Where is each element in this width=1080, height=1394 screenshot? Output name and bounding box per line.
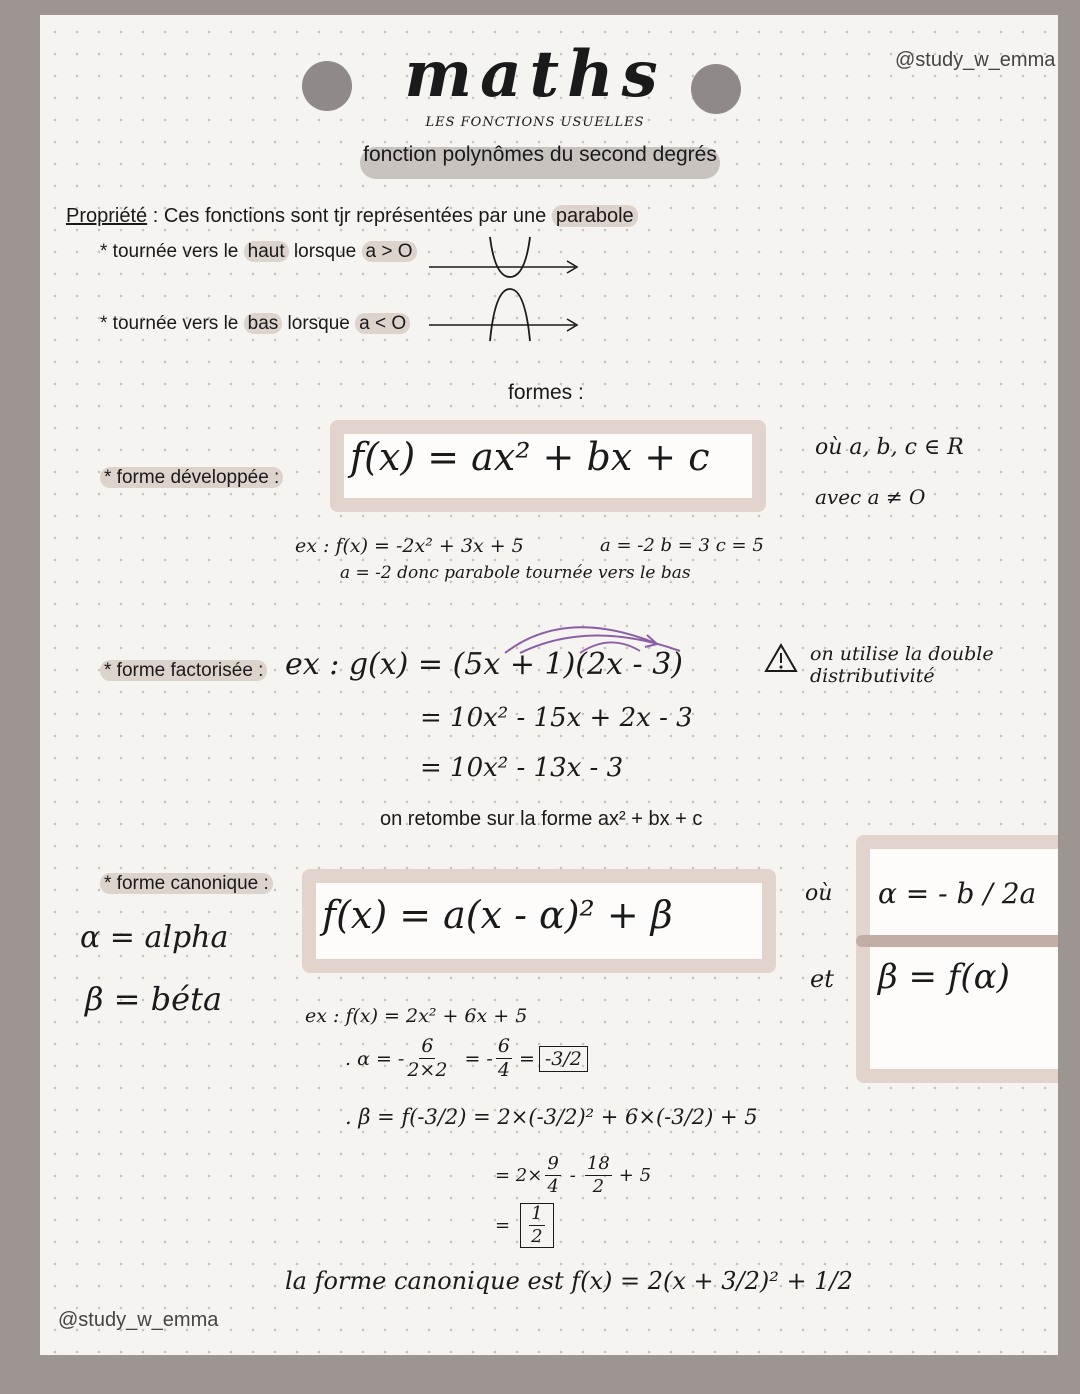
chapter-subtitle: LES FONCTIONS USUELLES — [425, 115, 645, 130]
property-down-middle: lorsque — [282, 313, 356, 334]
alpha-calc-eq2: = - — [464, 1047, 493, 1070]
factorisee-example: ex : g(x) = (5x + 1)(2x - 3) — [285, 647, 684, 682]
canonique-conclusion: la forme canonique est f(x) = 2(x + 3/2)² + 1/2 — [285, 1267, 853, 1295]
property-up — [100, 241, 417, 263]
beta-result-eq: = — [495, 1215, 511, 1236]
factorisee-conclusion: on retombe sur la forme ax² + bx + c — [380, 808, 703, 830]
note-page — [40, 15, 1058, 1355]
property-label: Propriété — [66, 205, 148, 227]
beta-result-num: 1 — [531, 1203, 543, 1224]
formes-heading: formes : — [508, 381, 584, 404]
property-down — [100, 313, 410, 335]
beta-step2-post: + 5 — [618, 1165, 652, 1186]
alpha-formula: α = - b / 2a — [878, 877, 1037, 910]
warning-icon — [764, 643, 798, 673]
canonique-et: et — [810, 965, 834, 993]
alpha-calc-den2: 4 — [497, 1059, 510, 1081]
alpha-calc-result: -3/2 — [539, 1046, 588, 1072]
property-up-middle: lorsque — [288, 241, 362, 262]
property-up-word: haut — [244, 241, 289, 262]
factorisee-label — [100, 660, 267, 682]
beta-step2-num1: 9 — [547, 1153, 559, 1174]
alpha-calc-den1: 2×2 — [407, 1059, 448, 1081]
property-down-word: bas — [244, 313, 283, 334]
developpee-label — [100, 467, 283, 489]
parabola-down-sketch — [425, 283, 595, 343]
canonique-label-text: * forme canonique : — [100, 873, 273, 894]
canonique-ou: où — [805, 881, 833, 906]
developpee-coefficients: a = -2 b = 3 c = 5 — [600, 535, 764, 556]
alpha-calculation — [345, 1037, 588, 1080]
developpee-note-reals: où a, b, c ∈ R — [815, 435, 964, 460]
topic-heading: fonction polynômes du second degrés — [363, 143, 717, 166]
property-down-prefix: * tournée vers le — [100, 313, 244, 334]
beta-definition: β = béta — [85, 980, 223, 1018]
decorative-dot-right — [691, 64, 741, 114]
beta-step2-num2: 18 — [586, 1153, 610, 1174]
canonique-example: ex : f(x) = 2x² + 6x + 5 — [305, 1005, 528, 1027]
beta-result-den: 2 — [531, 1226, 543, 1247]
beta-calculation-step2 — [495, 1155, 651, 1196]
page-title: maths — [404, 37, 666, 112]
factorisee-label-text: * forme factorisée : — [100, 660, 267, 681]
developpee-example-conclusion: a = -2 donc parabole tournée vers le bas — [340, 563, 691, 583]
property-text: : Ces fonctions sont tjr représentées par une — [147, 205, 552, 227]
watermark-bottom: @study_w_emma — [58, 1309, 219, 1331]
beta-step2-den2: 2 — [592, 1176, 605, 1197]
property-down-condition: a < O — [355, 313, 410, 334]
formula-box-divider — [856, 935, 1058, 947]
beta-result — [495, 1203, 554, 1248]
factorisee-warning-note: on utilise la double distributivité — [810, 643, 994, 687]
factorisee-step-simplify: = 10x² - 13x - 3 — [420, 753, 624, 783]
property-highlight: parabole — [552, 205, 638, 227]
developpee-label-text: * forme développée : — [100, 467, 283, 488]
alpha-definition: α = alpha — [80, 920, 229, 955]
beta-step2-pre: = 2× — [495, 1165, 543, 1186]
developpee-formula: f(x) = ax² + bx + c — [350, 435, 710, 479]
parabola-up-sketch — [425, 233, 595, 283]
beta-step2-den1: 4 — [547, 1176, 559, 1197]
factorisee-step-expand: = 10x² - 15x + 2x - 3 — [420, 703, 693, 733]
property-up-condition: a > O — [362, 241, 417, 262]
alpha-calc-num2: 6 — [497, 1035, 510, 1057]
beta-step2-mid: - — [569, 1165, 576, 1186]
watermark-top: @study_w_emma — [895, 49, 1056, 71]
canonique-formula: f(x) = a(x - α)² + β — [322, 893, 673, 937]
alpha-calc-eq3: = — [518, 1047, 535, 1070]
developpee-example: ex : f(x) = -2x² + 3x + 5 — [295, 535, 524, 557]
property-up-prefix: * tournée vers le — [100, 241, 244, 262]
beta-calculation: . β = f(-3/2) = 2×(-3/2)² + 6×(-3/2) + 5 — [345, 1105, 758, 1129]
alpha-calc-lhs: . α = - — [345, 1047, 405, 1070]
beta-formula: β = f(α) — [878, 957, 1010, 997]
property-line — [66, 205, 638, 228]
decorative-dot-left — [302, 61, 352, 111]
developpee-note-nonzero: avec a ≠ O — [815, 485, 926, 509]
alpha-calc-num1: 6 — [421, 1035, 434, 1057]
canonique-label — [100, 873, 273, 895]
